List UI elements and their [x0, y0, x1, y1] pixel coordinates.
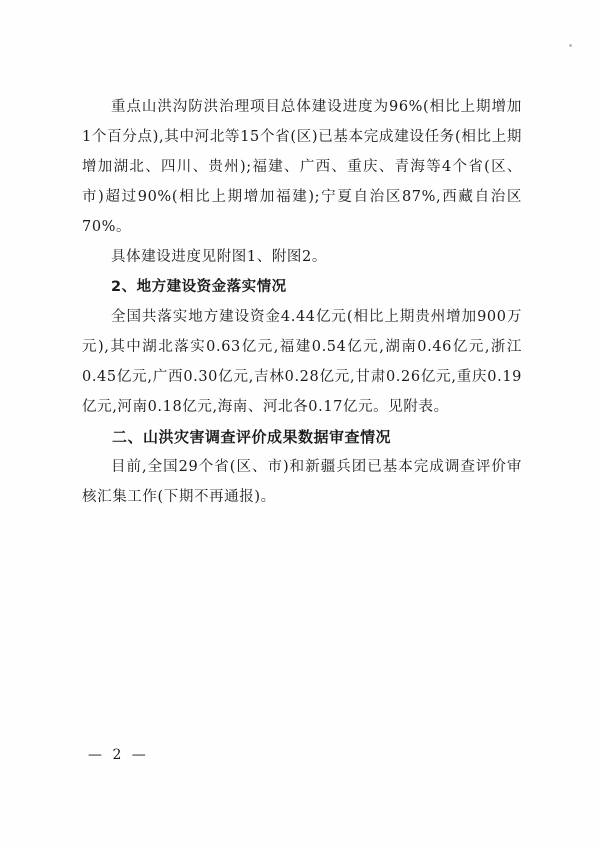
- survey-paragraph: 目前,全国29个省(区、市)和新疆兵团已基本完成调查评价审核汇集工作(下期不再通报)。: [82, 459, 522, 505]
- section-heading-survey-review: 二、山洪灾害调查评价成果数据审查情况: [112, 428, 392, 446]
- scan-mark: [569, 44, 572, 47]
- document-body: [82, 92, 522, 512]
- section-heading-local-funds: 2、地方建设资金落实情况: [111, 279, 287, 295]
- progress-paragraph: 重点山洪沟防洪治理项目总体建设进度为96%(相比上期增加1个百分点),其中河北等15个省(区)已基本完成建设任务(相比上期增加湖北、四川、贵州);福建、广西、重庆、青海等4个省(区、市)超过90%(相比上期增加福建);宁夏自治区87%,西藏自治区70%。: [82, 99, 522, 235]
- attachment-reference-paragraph: 具体建设进度见附图1、附图2。: [111, 249, 327, 265]
- funds-paragraph: 全国共落实地方建设资金4.44亿元(相比上期贵州增加900万元),其中湖北落实0.63亿元,福建0.54亿元,湖南0.46亿元,浙江0.45亿元,广西0.30亿元,吉林0.28亿元,甘肃0.26亿元,重庆0.19亿元,河南0.18亿元,海南、河北各0.17亿元。见附表。: [82, 309, 522, 415]
- page-number: — 2 —: [88, 747, 149, 763]
